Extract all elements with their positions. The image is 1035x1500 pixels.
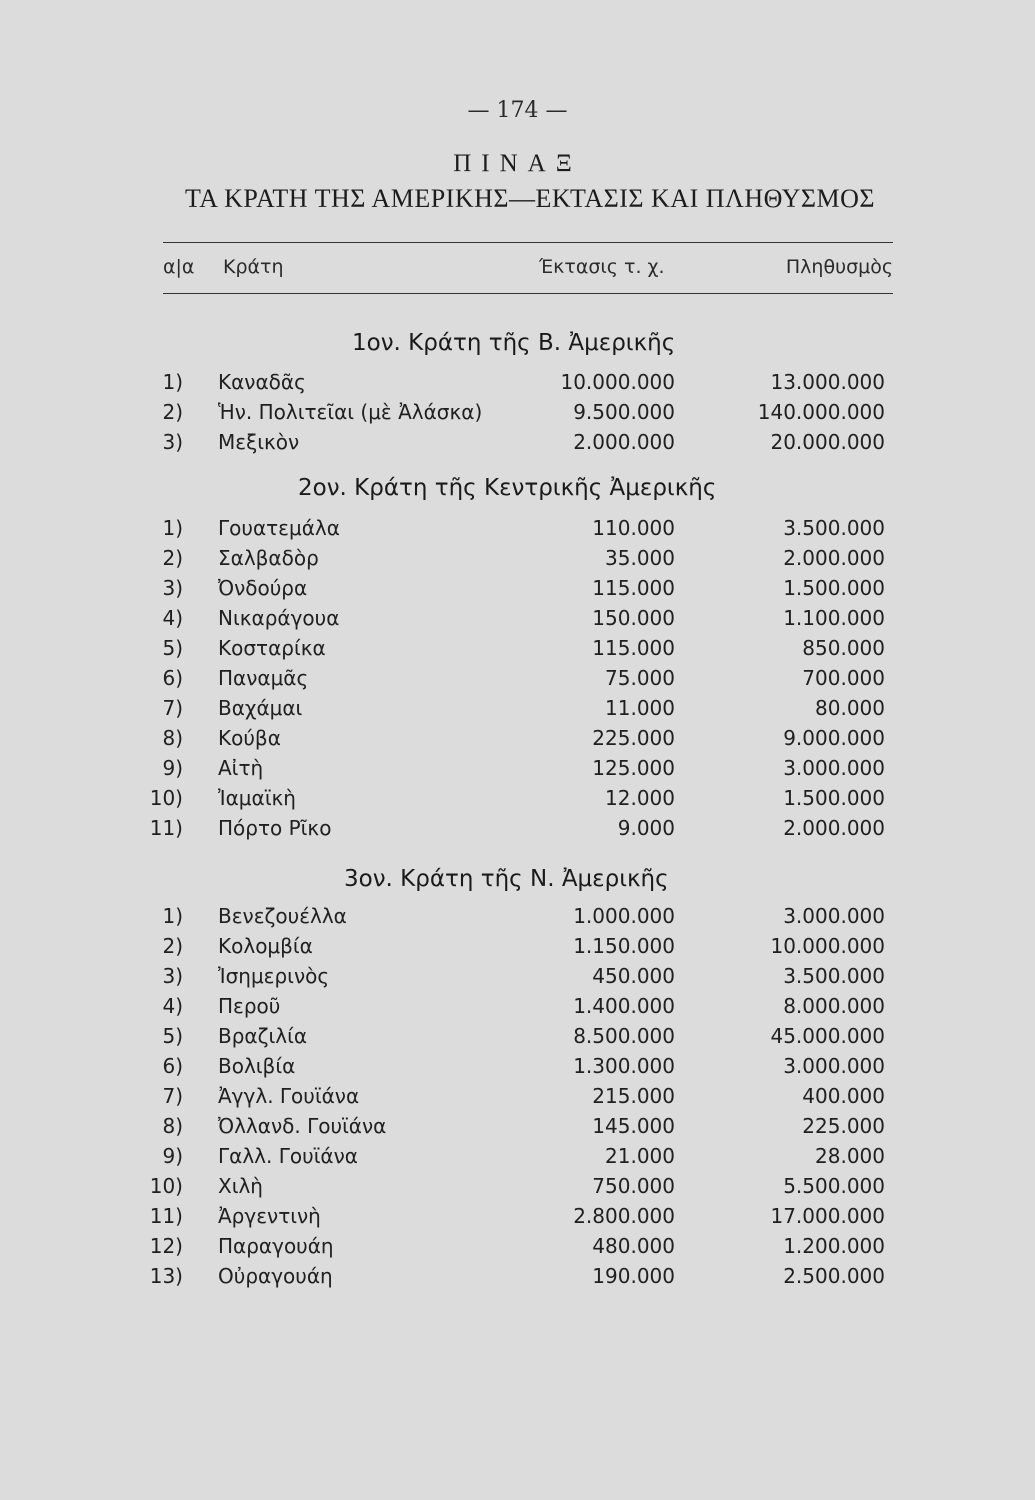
- row-state-name: Περοῦ: [218, 994, 281, 1018]
- table-row: [0, 1234, 1035, 1264]
- row-index: 4): [162, 994, 183, 1018]
- row-index: 11): [149, 816, 183, 840]
- row-state-name: Ὀνδούρα: [218, 576, 308, 600]
- row-population: 28.000: [815, 1144, 885, 1168]
- row-state-name: Ὀλλανδ. Γουϊάνα: [218, 1114, 387, 1138]
- section-title: 2ον. Κράτη τῆς Κεντρικῆς Ἀμερικῆς: [298, 475, 717, 501]
- row-state-name: Γουατεμάλα: [218, 516, 340, 540]
- table-row: [0, 786, 1035, 816]
- row-state-name: Κοσταρίκα: [218, 636, 326, 660]
- table-row: [0, 1174, 1035, 1204]
- row-area: 1.150.000: [573, 934, 675, 958]
- row-population: 2.000.000: [783, 546, 885, 570]
- row-index: 2): [162, 934, 183, 958]
- table-subtitle: ΤΑ ΚΡΑΤΗ ΤΗΣ ΑΜΕΡΙΚΗΣ—ΕΚΤΑΣΙΣ ΚΑΙ ΠΛΗΘΥΣΜΟΣ: [184, 184, 876, 213]
- row-area: 21.000: [605, 1144, 675, 1168]
- row-state-name: Σαλβαδὸρ: [218, 546, 319, 570]
- row-area: 215.000: [592, 1084, 675, 1108]
- row-area: 190.000: [592, 1264, 675, 1288]
- row-area: 1.000.000: [573, 904, 675, 928]
- row-index: 9): [162, 756, 183, 780]
- row-index: 1): [162, 516, 183, 540]
- row-population: 2.500.000: [783, 1264, 885, 1288]
- row-state-name: Χιλὴ: [218, 1174, 263, 1198]
- table-row: [0, 1024, 1035, 1054]
- row-population: 3.500.000: [783, 964, 885, 988]
- table-row: [0, 904, 1035, 934]
- row-index: 3): [162, 576, 183, 600]
- row-area: 35.000: [605, 546, 675, 570]
- row-population: 225.000: [802, 1114, 885, 1138]
- row-population: 10.000.000: [770, 934, 885, 958]
- table-row: [0, 934, 1035, 964]
- row-area: 10.000.000: [560, 370, 675, 394]
- row-index: 9): [162, 1144, 183, 1168]
- row-population: 400.000: [802, 1084, 885, 1108]
- table-row: [0, 1264, 1035, 1294]
- row-area: 150.000: [592, 606, 675, 630]
- row-index: 8): [162, 726, 183, 750]
- row-area: 11.000: [605, 696, 675, 720]
- table-row: [0, 1084, 1035, 1114]
- row-area: 1.400.000: [573, 994, 675, 1018]
- row-area: 9.500.000: [573, 400, 675, 424]
- row-state-name: Βολιβία: [218, 1054, 296, 1078]
- row-population: 3.500.000: [783, 516, 885, 540]
- section-title: 3ον. Κράτη τῆς Ν. Ἀμερικῆς: [344, 866, 669, 892]
- row-state-name: Βενεζουέλλα: [218, 904, 347, 928]
- header-state: Κράτη: [223, 256, 284, 278]
- row-area: 1.300.000: [573, 1054, 675, 1078]
- table-row: [0, 1204, 1035, 1234]
- row-state-name: Νικαράγουα: [218, 606, 340, 630]
- row-population: 9.000.000: [783, 726, 885, 750]
- row-population: 3.000.000: [783, 1054, 885, 1078]
- row-index: 5): [162, 1024, 183, 1048]
- table-row: [0, 606, 1035, 636]
- row-state-name: Ἰσημερινὸς: [218, 964, 330, 988]
- table-row: [0, 516, 1035, 546]
- row-area: 480.000: [592, 1234, 675, 1258]
- row-index: 12): [149, 1234, 183, 1258]
- row-state-name: Παναμᾶς: [218, 666, 309, 690]
- row-index: 13): [149, 1264, 183, 1288]
- row-index: 6): [162, 666, 183, 690]
- row-area: 9.000: [617, 816, 675, 840]
- row-area: 75.000: [605, 666, 675, 690]
- table-row: [0, 636, 1035, 666]
- row-area: 12.000: [605, 786, 675, 810]
- row-area: 125.000: [592, 756, 675, 780]
- table-row: [0, 576, 1035, 606]
- row-state-name: Μεξικὸν: [218, 430, 300, 454]
- row-state-name: Παραγουάη: [218, 1234, 334, 1258]
- row-index: 8): [162, 1114, 183, 1138]
- row-population: 3.000.000: [783, 756, 885, 780]
- row-population: 13.000.000: [770, 370, 885, 394]
- header-area: Έκτασις τ. χ.: [539, 256, 665, 278]
- row-state-name: Ἀργεντινὴ: [218, 1204, 321, 1228]
- row-state-name: Ἰαμαϊκὴ: [218, 786, 296, 810]
- row-index: 2): [162, 400, 183, 424]
- row-index: 7): [162, 696, 183, 720]
- row-state-name: Κολομβία: [218, 934, 313, 958]
- table-row: [0, 1144, 1035, 1174]
- row-population: 1.200.000: [783, 1234, 885, 1258]
- row-state-name: Βαχάμαι: [218, 696, 303, 720]
- row-population: 1.500.000: [783, 786, 885, 810]
- row-population: 80.000: [815, 696, 885, 720]
- section-title: 1ον. Κράτη τῆς Β. Ἀμερικῆς: [352, 330, 676, 356]
- table-title: ΠΙΝΑΞ: [453, 150, 582, 177]
- row-population: 850.000: [802, 636, 885, 660]
- row-area: 750.000: [592, 1174, 675, 1198]
- table-row: [0, 1114, 1035, 1144]
- row-index: 6): [162, 1054, 183, 1078]
- row-index: 1): [162, 370, 183, 394]
- table-row: [0, 370, 1035, 400]
- header-population: Πληθυσμὸς: [785, 256, 893, 278]
- table-row: [0, 1054, 1035, 1084]
- row-population: 140.000.000: [757, 400, 885, 424]
- table-row: [0, 994, 1035, 1024]
- row-population: 5.500.000: [783, 1174, 885, 1198]
- table-row: [0, 964, 1035, 994]
- table-row: [0, 666, 1035, 696]
- row-index: 3): [162, 964, 183, 988]
- table-row: [0, 400, 1035, 430]
- row-state-name: Ἀγγλ. Γουϊάνα: [218, 1084, 360, 1108]
- row-population: 20.000.000: [770, 430, 885, 454]
- row-state-name: Κούβα: [218, 726, 281, 750]
- header-index: α|α: [163, 256, 195, 278]
- row-area: 2.800.000: [573, 1204, 675, 1228]
- row-population: 1.100.000: [783, 606, 885, 630]
- row-population: 8.000.000: [783, 994, 885, 1018]
- row-index: 2): [162, 546, 183, 570]
- row-population: 1.500.000: [783, 576, 885, 600]
- row-index: 5): [162, 636, 183, 660]
- row-population: 2.000.000: [783, 816, 885, 840]
- row-state-name: Ἡν. Πολιτεῖαι (μὲ Ἀλάσκα): [218, 400, 483, 424]
- row-index: 10): [149, 786, 183, 810]
- row-state-name: Αἰτὴ: [218, 756, 264, 780]
- row-area: 115.000: [592, 636, 675, 660]
- row-index: 3): [162, 430, 183, 454]
- row-state-name: Βραζιλία: [218, 1024, 308, 1048]
- table-row: [0, 430, 1035, 460]
- row-state-name: Πόρτο Ρῖκο: [218, 816, 332, 840]
- table-row: [0, 816, 1035, 846]
- table-row: [0, 696, 1035, 726]
- row-population: 700.000: [802, 666, 885, 690]
- row-state-name: Γαλλ. Γουϊάνα: [218, 1144, 358, 1168]
- row-index: 7): [162, 1084, 183, 1108]
- row-index: 11): [149, 1204, 183, 1228]
- row-state-name: Οὐραγουάη: [218, 1264, 333, 1288]
- row-area: 110.000: [592, 516, 675, 540]
- row-area: 450.000: [592, 964, 675, 988]
- table-row: [0, 546, 1035, 576]
- table-row: [0, 756, 1035, 786]
- row-index: 4): [162, 606, 183, 630]
- table-row: [0, 726, 1035, 756]
- page-number: — 174 —: [467, 98, 568, 123]
- row-area: 8.500.000: [573, 1024, 675, 1048]
- row-population: 3.000.000: [783, 904, 885, 928]
- row-area: 225.000: [592, 726, 675, 750]
- table-header: [163, 256, 893, 284]
- header-top-rule: [163, 242, 893, 243]
- row-area: 115.000: [592, 576, 675, 600]
- row-population: 45.000.000: [770, 1024, 885, 1048]
- row-state-name: Καναδᾶς: [218, 370, 306, 394]
- row-population: 17.000.000: [770, 1204, 885, 1228]
- row-area: 2.000.000: [573, 430, 675, 454]
- row-area: 145.000: [592, 1114, 675, 1138]
- header-bottom-rule: [163, 293, 893, 294]
- row-index: 10): [149, 1174, 183, 1198]
- row-index: 1): [162, 904, 183, 928]
